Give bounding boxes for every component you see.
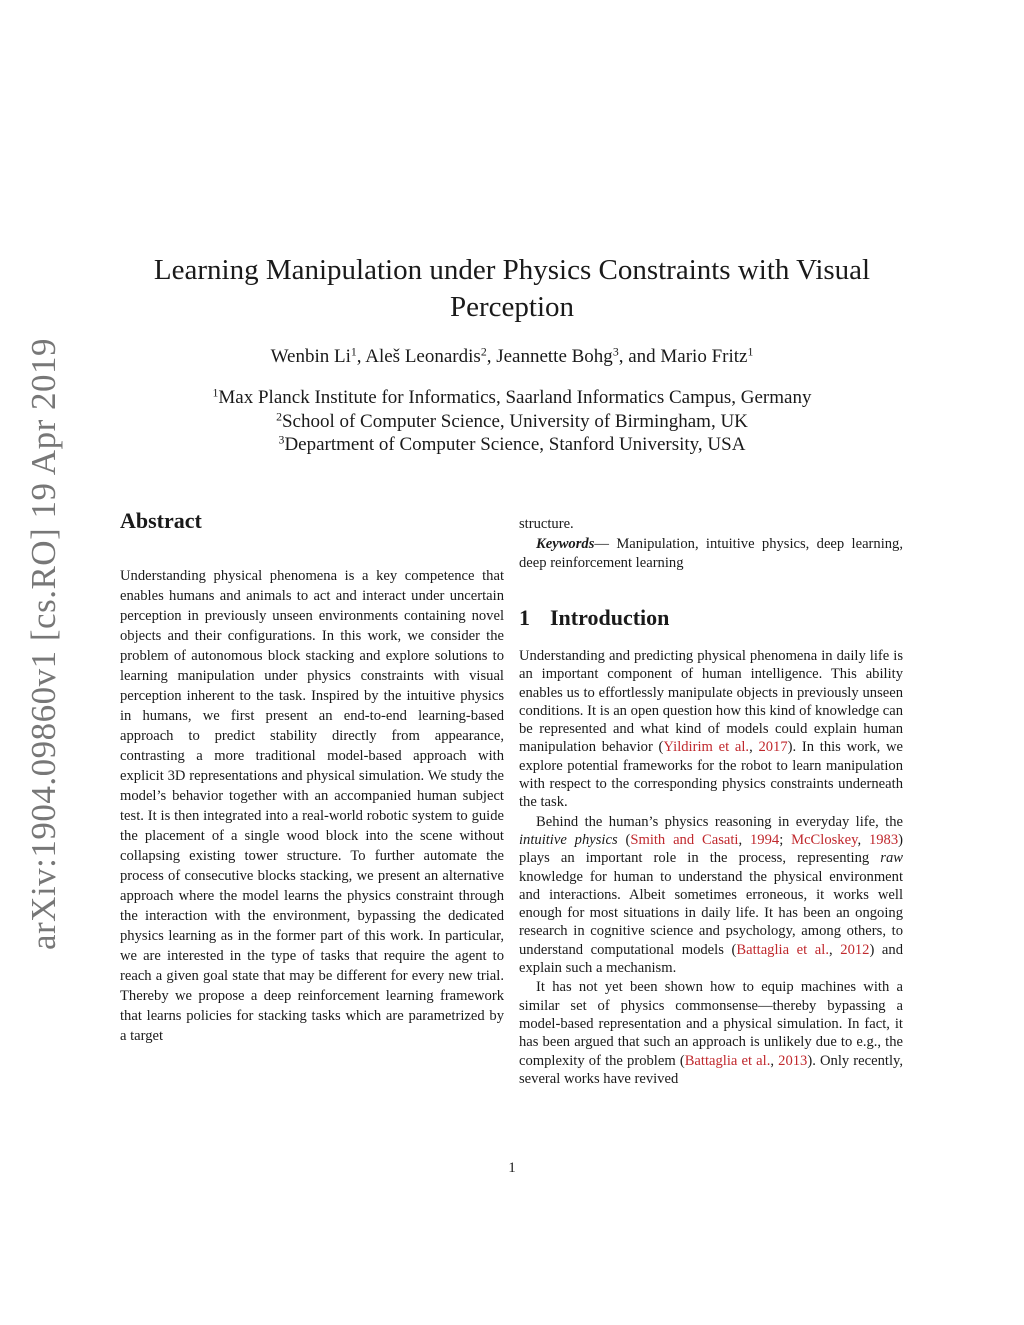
author-list: Wenbin Li$^1$, Aleš Leonardis$^2$, Jeannette Bohg$^3$, and Mario Fritz$^1$	[270, 345, 754, 367]
keywords-text: Manipulation, intuitive physics, deep learning, deep reinforcement learning	[519, 536, 903, 571]
right-column	[519, 514, 903, 1088]
author-affiliation-mark: 2	[480, 345, 487, 359]
citation-year-link[interactable]: 1994	[750, 831, 780, 848]
author-name: Wenbin Li	[270, 346, 351, 367]
citation-link[interactable]: McCloskey	[791, 831, 858, 848]
abstract-text: Understanding physical phenomena is a key competence that enables humans and animals to act and interact under uncertain perception in previously unseen environments containing novel objects and their configurations. In this work, we consider the problem of autonomous block stacking and explore solutions to learning manipulation under physics constraints with visual perception inherent to the task. Inspired by the intuitive physics in humans, we first present an end-to-end learning-based approach to predict stability directly from appearance, contrasting a more traditional model-based approach with explicit 3D representations and physical simulation. We study the model’s behavior together with an accompanied human subject test. It is then integrated into a real-world robotic system to guide the placement of a single wood block into the scene without collapsing existing tower structure. To further automate the process of consecutive blocks stacking, we present an alternative approach where the model learns the physics constraint through the interaction with the environment, bypassing the dedicated physics learning as in the former part of this work. In particular, we are interested in the type of tasks that require the agent to reach a given goal state that may be different for every new trial. Thereby we propose a deep reinforcement learning framework that learns policies for stacking tasks which are parametrized by a target	[120, 568, 504, 1044]
arxiv-identifier-stamp: arXiv:1904.09860v1 [cs.RO] 19 Apr 2019	[24, 337, 63, 951]
abstract-continuation: structure.	[519, 516, 574, 532]
page-number: 1	[508, 1160, 516, 1176]
author-affiliation-mark: 1	[747, 345, 754, 359]
introduction-heading: 1 Introduction	[519, 605, 670, 630]
affiliation-line: $^1$Max Planck Institute for Informatics, Saarland Informatics Campus, Germany	[212, 386, 812, 408]
left-column	[120, 505, 504, 1046]
author-affiliation-mark: 3	[612, 345, 619, 359]
author-affiliation-mark: 1	[350, 345, 357, 359]
citation-year-link[interactable]: 1983	[868, 831, 899, 848]
intro-paragraph-1: Understanding and predicting physical phenomena in daily life is an important component of human intelligence. This ability enables us to effortlessly manipulate objects in previously unseen conditions. It is an open question how this kind of knowledge can be represented and what kind of models could explain human manipulation behavior (Yildirim et al., 2017). In this work, we explore potential frameworks for the robot to learn manipulation with respect to the corresponding physics constraints underneath the task.	[519, 648, 903, 811]
abstract-heading: Abstract	[120, 508, 202, 533]
author-name: Aleš Leonardis	[365, 346, 481, 367]
citation-year-link[interactable]: 2017	[758, 739, 788, 756]
keywords-line: Keywords— Manipulation, intuitive physics, deep learning, deep reinforcement learning	[519, 536, 903, 571]
citation-year-link[interactable]: 2012	[840, 941, 870, 958]
intro-paragraph-2: Behind the human’s physics reasoning in everyday life, the intuitive physics (Smith and Casati, 1994; McCloskey, 1983) plays an important role in the process, representing raw knowledge for human to understand the physical environment and interactions. Albeit sometimes erroneous, it works well enough for most situations in daily life. It has been an ongoing research in cognitive science and psychology, among others, to understand computational models (Battaglia et al., 2012) and explain such a mechanism.	[519, 813, 903, 977]
author-name: Mario Fritz	[660, 346, 748, 367]
paper-title: Learning Manipulation under Physics Constraints with Visual Perception	[153, 254, 871, 323]
citation-link[interactable]: Yildirim et al.	[663, 739, 750, 756]
affiliation-line: $^3$Department of Computer Science, Stanford University, USA	[278, 433, 746, 455]
affiliation-list	[140, 386, 884, 457]
citation-link[interactable]: Smith and Casati	[630, 831, 739, 848]
citation-link[interactable]: Battaglia et al.	[736, 941, 829, 958]
intro-paragraph-3: It has not yet been shown how to equip machines with a similar set of physics commonsense—thereby bypassing a model-based representation and a physical simulation. In fact, it has been argued that such an approach is unlikely due to e.g., the complexity of the problem (Battaglia et al., 2013). Only recently, several works have revived	[519, 979, 904, 1087]
author-name: Jeannette Bohg	[496, 346, 613, 367]
citation-year-link[interactable]: 2013	[778, 1052, 808, 1069]
citation-link[interactable]: Battaglia et al.	[684, 1052, 771, 1069]
section-number: 1	[519, 605, 530, 630]
affiliation-line: $^2$School of Computer Science, University of Birmingham, UK	[276, 410, 748, 432]
keywords-label: Keywords	[536, 536, 595, 552]
